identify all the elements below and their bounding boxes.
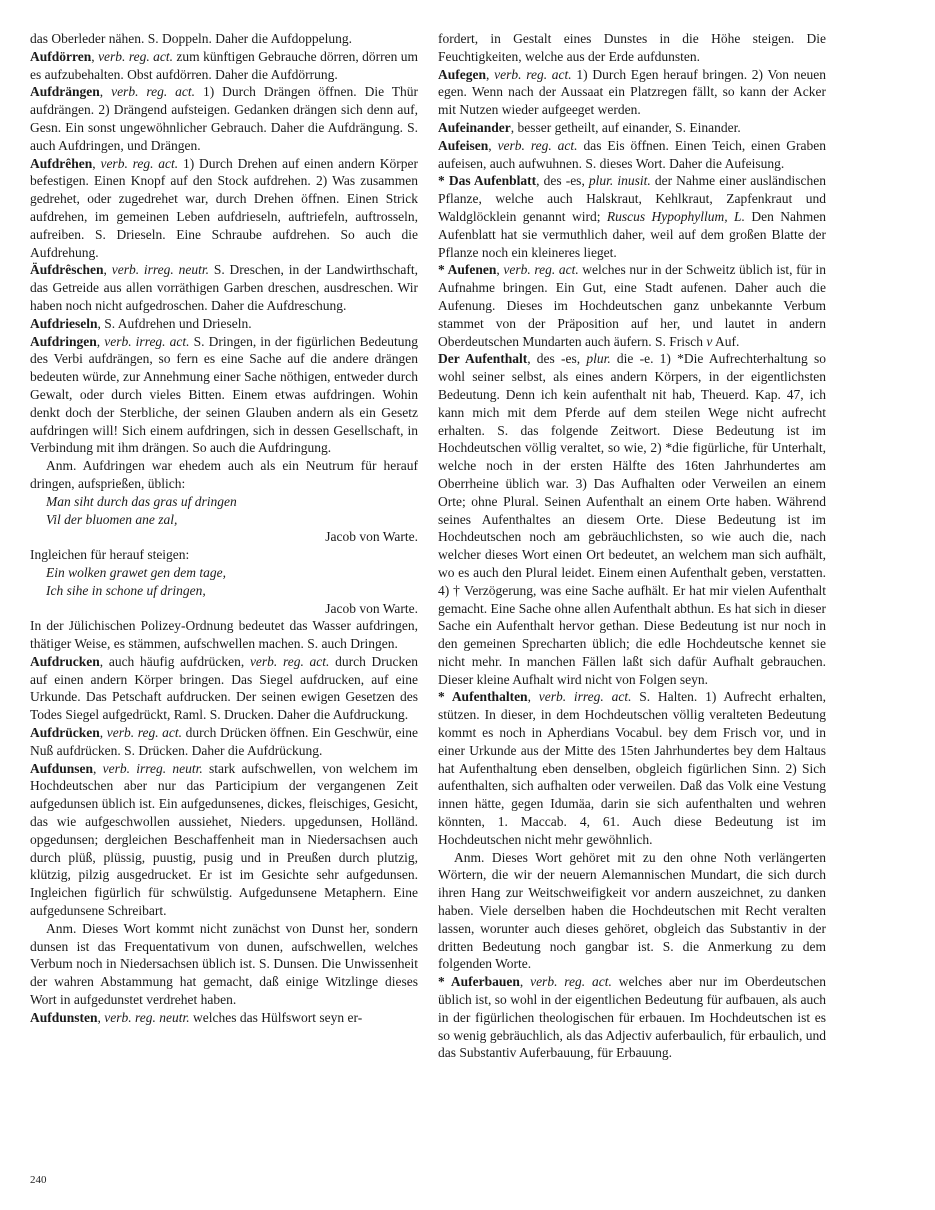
headword: Aufeisen (438, 137, 489, 153)
grammar-label: plur. inusit. (588, 173, 651, 189)
obsolete-mark: * (438, 974, 451, 990)
text-paragraph: In der Jülichischen Polizey-Ordnung bedeutet das Wasser aufdringen, thätiger Weise, es stämmen, aufschwellen machen. S. auch Dringen. (30, 618, 418, 652)
grammar-label: verb. reg. act. (106, 725, 183, 741)
grammar-label: verb. reg. act. (497, 137, 578, 153)
continued-entry: fordert, in Gestalt eines Dunstes in die Höhe steigen. Die Feuchtigkeiten, welche aus der Erde aufdunsten. (438, 31, 826, 64)
entry-aufdunsten: Aufdunsten, verb. reg. neutr. welches das Hülfswort seyn er- (30, 1009, 363, 1025)
annotation: Anm. Aufdringen war ehedem auch als ein Neutrum für herauf dringen, aufsprießen, üblich: (30, 458, 418, 491)
grammar-label: verb. irreg. act. (538, 689, 632, 705)
definition: , S. Aufdrehen und Drieseln. (97, 315, 252, 331)
definition: S. Halten. 1) Aufrecht erhalten, stützen. In dieser, in dem Hochdeutschen völlig veralteten Bedeutung kommt es noch in Apherdians Vocabul. bey dem Frisch vor, und in einer Urkunde aus der Mitte des 15ten Jahrhundertes bey dem Haltaus hat Aufenthaltung eben denselben, obgleich figürlichen Sinn. 2) Sich aufenthalten, sich aufhalten oder verweilen. Daß das Volk eine Vestung innen hätte, gegen Idumäa, darin sie sich aufenthalten und wehren könnten, 1. Maccab. 4, 61. Auch diese Bedeutung ist im Hochdeutschen nicht mehr gewöhnlich. (438, 689, 826, 847)
definition-prefix: , auch häufig aufdrücken, (99, 653, 250, 669)
obsolete-mark: * (438, 689, 452, 705)
verse-source: Jacob von Warte. (325, 600, 418, 616)
continued-entry: das Oberleder nähen. S. Doppeln. Daher die Aufdoppelung. (30, 31, 353, 46)
entry-aufdreschen: Äufdrêschen, verb. irreg. neutr. S. Dreschen, in der Landwirthschaft, das Getreide aus allen vorräthigen Garben dreschen, ausdreschen. Wir haben noch nicht aufgedroschen. Daher die Aufdreschung. (30, 262, 418, 313)
grammar-label: verb. reg. act. (530, 974, 612, 990)
left-column (30, 30, 418, 1027)
grammar-label: verb. reg. act. (249, 653, 330, 669)
definition: S. Dreschen, in der Landwirthschaft, das Getreide aus allen vorräthigen Garben dreschen, ausdreschen. Wir haben noch nicht aufgedroschen. Daher die Aufdreschung. (30, 262, 418, 313)
entry-aufdrucken (30, 653, 418, 724)
annotation: Anm. Dieses Wort kommt nicht zunächst von Dunst her, sondern dunsen ist das Frequentativum von dunen, aufschwellen, welches Verbum noch in Niedersachsen üblich ist. S. Dunsen. Die Unwissenheit der wahren Abstammung hat gemacht, daß einige Witzlinge dieses Wort in aufgedunstet verdrehet haben. (30, 920, 418, 1008)
verse-source: Jacob von Warte. (325, 529, 418, 545)
grammar-label: verb. reg. act. (503, 262, 579, 278)
headword: Aufenen (447, 262, 497, 278)
definition: S. Dringen, in der figürlichen Bedeutung des Verbi aufdrängen, so fern es eine Sache auf die andere drängen bedeuten würde, zur Annehmung einer Sache nöthigen, entweder durch Gewalt, oder durch vieles Bitten. Einem etwas aufdringen. Wohin denkt doch der Sterbliche, der seinen Glauben andern als ein Gesetz aufdringen will! Sich einem aufdringen, sich in dessen Gesellschaft, in Verbindung mit ihm drängen. So auch die Aufdringung. (30, 333, 419, 456)
headword: Aufenthalten (451, 689, 528, 705)
entry-aufdrehen: Aufdrêhen, verb. reg. act. 1) Durch Drehen auf einen andern Körper befestigen. Einen Knopf auf den Stock aufdrehen. 2) Was zusammen gedrehet, oder zugedrehet war, durch Drehen öffnen. Einen Strick aufdrehen, im gemeinen Leben aufdrieseln, auftriefeln, auftrosseln, aufreiben. S. Drieseln. Eine Schraube aufdrehen. So auch die Aufdrehung. (30, 155, 418, 260)
definition: die -e. 1) *Die Aufrechterhaltung so wohl seiner selbst, als eines andern Körpers, in der eigentlichsten Bedeutung. Denn ich kein aufenthalt nit hab, Theuerd. Kap. 47, ich kann mich mit dem Pferde auf dem steilen Wege nicht aufrecht erhalten. S. das folgende Zeitwort. Diese Bedeutung ist im Hochdeutschen völlig veraltet, so wie, 2) *die figürliche, für Unterhalt, welche noch in der ersten Hälfte des 16ten Jahrhundertes am Oberrheine üblich war. 3) Das Aufhalten oder Verweilen an einem Orte; ohne Plural. Seinen Aufenthalt an einem Orte haben. Während seines Aufenthaltes an diesem Orte. Diese Bedeutung ist im Hochdeutschen noch am gebräuchlichsten, so wie auch die, nach welcher dieses Wort einen Ort bedeutet, an welchem man sich aufhält, wo es auch den Plural leidet. Einem einen Aufenthalt geben, verstatten. 4) † Verzögerung, was eine Sache aufhält. Er hat mir vielen Aufenthalt gemacht. Eine Sache ohne allen Aufenthalt abthun. Es hat sich in dieser Sache ein Aufenthalt hervor gethan. Diese Bedeutung ist nur noch in den gemeinen Sprecharten üblich; die edle Hochdeutsche kennet sie nicht mehr. In manchen Fällen laßt sich dafür Aufhalt gebrauchen. Dieser kleine Aufhalt wird nicht von Folgen seyn. (438, 351, 826, 687)
obsolete-mark: * (438, 262, 448, 278)
headword: Aufdrucken (30, 653, 100, 669)
headword: Der Aufenthalt (438, 351, 528, 367)
headword: Aufdunsen (30, 760, 94, 776)
definition: 1) Durch Egen herauf bringen. 2) Von neuen egen. Wenn nach der Aussaat ein Platzregen fällt, so kann der Acker mit Nutzen wieder aufgeeget werden. (438, 66, 826, 118)
definition: , besser getheilt, auf einander, S. Einander. (510, 119, 741, 135)
grammar-label: verb. irreg. act. (104, 333, 190, 349)
entry-aufeinander (438, 119, 826, 137)
grammar-label: verb. reg. act. (111, 84, 196, 100)
annotation: Anm. Dieses Wort gehöret mit zu den ohne Noth verlängerten Wörtern, die wir der neuern Alemannischen Mundart, die sich durch ihren Hang zur Weitschweifigkeit vor andern auszeichnet, zu danken haben. Viele derselben haben die Hochdeutschen mit Recht veralten lassen, worunter auch dieses gehöret, obgleich das Substantiv in der dritten Bedeutung noch gangbar ist. S. die Anmerkung zu dem folgenden Worte. (438, 849, 826, 972)
entry-aufeisen: Aufeisen, verb. reg. act. das Eis öffnen. Einen Teich, einen Graben aufeisen, auch aufwuhnen. S. dieses Wort. Daher die Aufeisung. (438, 137, 827, 171)
headword: Auferbauen (450, 974, 520, 990)
definition: 1) Durch Drehen auf einen andern Körper befestigen. Einen Knopf auf den Stock aufdrehen. 2) Was zusammen gedrehet, oder zugedrehet war, durch Drehen öffnen. Einen Strick aufdrehen, im gemeinen Leben aufdrieseln, auftriefeln, auftrosseln, aufreiben. S. Drieseln. Eine Schraube aufdrehen. So auch die Aufdrehung. (30, 155, 418, 260)
abbreviation: v (706, 333, 713, 349)
entry-aufenthalt (438, 350, 826, 688)
entry-aufdruecken: Aufdrücken, verb. reg. act. durch Drücken öffnen. Ein Geschwür, eine Nuß aufdrücken. S. Drücken. Daher die Aufdrückung. (30, 725, 418, 758)
text-line: Ingleichen für herauf steigen: (30, 547, 190, 563)
definition-prefix: , des -es, (527, 351, 587, 367)
definition: welches nur in der Schweitz üblich ist, für in Aufnahme bringen. Ein Gut, eine Stadt aufenen. Daher auch die Aufenung. Dieses im Hochdeutschen ganz unbekannte Verbum stammet von der Präposition auf her, und lautet in andern Oberdeutschen Mundarten auch äufern. S. Frisch (438, 262, 826, 349)
entry-aufdunsen: Aufdunsen, verb. irreg. neutr. stark aufschwellen, von welchem im Hochdeutschen aber nur das Participium der vergangenen Zeit aufgedunsen üblich ist. Ein aufgedunsenes, dickes, fleischiges, Gesicht, das wie aufgeschwollen aussiehet, Nieders. upgedunsen, Holländ. opgedunsen; dergleichen Beschaffenheit man in Niedersachsen auch durch plüß, plüssig, puustig, pusig und in Preußen durch plutzig, klützig, pilzig ausgedrucket. Er ist im Gesichte sehr aufgedunsen. Ingleichen figürlich für schwülstig. Aufgedunsene Metaphern. Eine aufgedunsene Schreibart. (30, 760, 418, 919)
headword: Aufeinander (438, 119, 511, 135)
obsolete-mark: * (438, 173, 449, 189)
entry-aufenen: * Aufenen, verb. reg. act. welches nur in der Schweitz üblich ist, für in Aufnahme bringen. Ein Gut, eine Stadt aufenen. Daher auch die Aufenung. Dieses im Hochdeutschen ganz unbekannte Verbum stammet von der Präposition auf her, und lautet in andern Oberdeutschen Mundarten auch äufern. S. Frisch v Auf. (438, 262, 826, 349)
headword: Aufdrieseln (30, 315, 98, 331)
entry-aufenblatt (438, 172, 826, 261)
headword: Aufdrängen (30, 84, 100, 100)
grammar-label: verb. irreg. neutr. (102, 760, 203, 776)
headword: Aufdrêhen (30, 155, 93, 171)
grammar-label: plur. (586, 351, 611, 367)
right-column (438, 30, 826, 1062)
definition: zum künftigen Gebrauche dörren, dörren um es aufzubehalten. Obst aufdörren. Daher die Aufdörrung. (30, 48, 419, 82)
entry-aufdraengen: Aufdrängen, verb. reg. act. 1) Durch Drängen öffnen. Die Thür aufdrängen. 2) Drängend aufsteigen. Gedanken drängen sich denn auf, Gesn. Ein sonst ungewöhnlicher Gebrauch. Daher die Aufdrängung. S. auch Aufdringen, und Drängen. (30, 84, 418, 153)
verse-line: Man siht durch das gras uf dringen (46, 493, 237, 509)
verse-line: Vil der bluomen ane zal, (46, 511, 178, 527)
entry-aufdrieseln (30, 315, 418, 333)
definition: welches aber nur im Oberdeutschen üblich ist, so wohl in der eigentlichen Bedeutung für aufbauen, als auch in der figürlichen theologischen für erbauen. Im Hochdeutschen ist es so wenig gebräuchlich, als das Adjectiv auferbaulich, für erbaulich, und das Substantiv Auferbauung, für Erbauung. (438, 974, 826, 1061)
definition: Den Nahmen Aufenblatt hat sie vermuthlich daher, weil auf dem großen Blatte der Pflanze noch ein kleineres lieget. (438, 208, 827, 260)
headword: Aufdringen (30, 333, 97, 349)
headword: Das Aufenblatt (448, 173, 537, 189)
definition: durch Drücken öffnen. Ein Geschwür, eine Nuß aufdrücken. S. Drücken. Daher die Aufdrückung. (30, 725, 418, 758)
verse-line: Ein wolken grawet gen dem tage, (46, 564, 226, 580)
entry-aufdoerren: Aufdörren, verb. reg. act. zum künftigen Gebrauche dörren, dörren um es aufzubehalten. Obst aufdörren. Daher die Aufdörrung. (30, 48, 419, 82)
definition: welches das Hülfswort seyn er- (189, 1009, 363, 1025)
latin-name: Ruscus Hypophyllum, L. (606, 208, 745, 224)
grammar-label: verb. reg. act. (100, 155, 179, 171)
headword: Aufegen (438, 66, 486, 82)
headword: Äufdrêschen (30, 262, 104, 278)
entry-aufegen: Aufegen, verb. reg. act. 1) Durch Egen herauf bringen. 2) Von neuen egen. Wenn nach der Aussaat ein Platzregen fällt, so kann der Acker mit Nutzen wieder aufgeeget werden. (438, 66, 826, 118)
definition: 1) Durch Drängen öffnen. Die Thür aufdrängen. 2) Drängend aufsteigen. Gedanken drängen sich denn auf, Gesn. Ein sonst ungewöhnlicher Gebrauch. Daher die Aufdrängung. S. auch Aufdringen, und Drängen. (30, 84, 418, 153)
verse-line: Ich sihe in schone uf dringen, (46, 582, 206, 598)
page-number: 240 (30, 1174, 47, 1186)
grammar-label: verb. reg. act. (494, 66, 572, 82)
definition: Auf. (712, 333, 740, 349)
headword: Aufdunsten (30, 1009, 98, 1025)
definition: der Nahme einer ausländischen Pflanze, welche auch Halskraut, Kehlkraut, Zapfenkraut und Waldglöcklein genannt wird; (438, 173, 826, 224)
entry-aufdringen: Aufdringen, verb. irreg. act. S. Dringen, in der figürlichen Bedeutung des Verbi aufdrängen, so fern es eine Sache auf die andere drängen bedeuten würde, zur Annehmung einer Sache nöthigen, entweder durch Gewalt, oder durch vieles Bitten. Einem etwas aufdringen. Wohin denkt doch der Sterbliche, der seinen Glauben andern als ein Gesetz aufdringen will! Sich einem aufdringen, sich in dessen Gesellschaft, in Verbindung mit ihm drängen. So auch die Aufdringung. (30, 333, 419, 456)
grammar-label: verb. irreg. neutr. (111, 262, 209, 278)
definition-prefix: , des -es, (536, 173, 589, 189)
grammar-label: verb. reg. act. (98, 48, 173, 64)
headword: Aufdrücken (30, 725, 100, 741)
definition: stark aufschwellen, von welchem im Hochdeutschen aber nur das Participium der vergangenen Zeit aufgedunsen üblich ist. Ein aufgedunsenes, dickes, fleischiges, Gesicht, das wie aufgeschwollen aussiehet, Nieders. upgedunsen, Holländ. opgedunsen; dergleichen Beschaffenheit man in Niedersachsen auch durch plüß, plüssig, puustig, pusig und in Preußen durch plutzig, klützig, pilzig ausgedrucket. Er ist im Gesichte sehr aufgedunsen. Ingleichen figürlich für schwülstig. Aufgedunsene Metaphern. Eine aufgedunsene Schreibart. (30, 760, 418, 919)
grammar-label: verb. reg. neutr. (104, 1009, 190, 1025)
definition: das Eis öffnen. Einen Teich, einen Graben aufeisen, auch aufwuhnen. S. dieses Wort. Daher die Aufeisung. (438, 137, 827, 171)
definition: durch Drucken auf einen andern Körper bringen. Das Siegel aufdrucken, auf eine Urkunde. Das Petschaft aufdrucken. Der seinen ewigen Gesetzen des Todes Siegel aufgedrückt, Raml. S. Drucken. Daher die Aufdruckung. (30, 653, 418, 723)
headword: Aufdörren (30, 48, 92, 64)
entry-auferbauen: * Auferbauen, verb. reg. act. welches aber nur im Oberdeutschen üblich ist, so wohl in der eigentlichen Bedeutung für aufbauen, als auch in der figürlichen theologischen für erbauen. Im Hochdeutschen ist es so wenig gebräuchlich, als das Adjectiv auferbaulich, für erbaulich, und das Substantiv Auferbauung, für Erbauung. (438, 974, 826, 1061)
entry-aufenthalten: * Aufenthalten, verb. irreg. act. S. Halten. 1) Aufrecht erhalten, stützen. In dieser, in dem Hochdeutschen völlig veralteten Bedeutung kommt es noch in Apherdians Vocabul. bey dem Frisch vor, und in einer Urkunde aus der Mitte des 15ten Jahrhundertes bey dem Haltaus hat Aufenthaltung eben denselben, obgleich figürlichen Sinn. 2) Sich aufenthalten, sich aufhalten oder verweilen. Daß das Volk eine Vestung innen hätte, gegen Idumäa, darin sie sich aufenthalten und wehren könnten, 1. Maccab. 4, 61. Auch diese Bedeutung ist im Hochdeutschen nicht mehr gewöhnlich. (438, 689, 826, 847)
